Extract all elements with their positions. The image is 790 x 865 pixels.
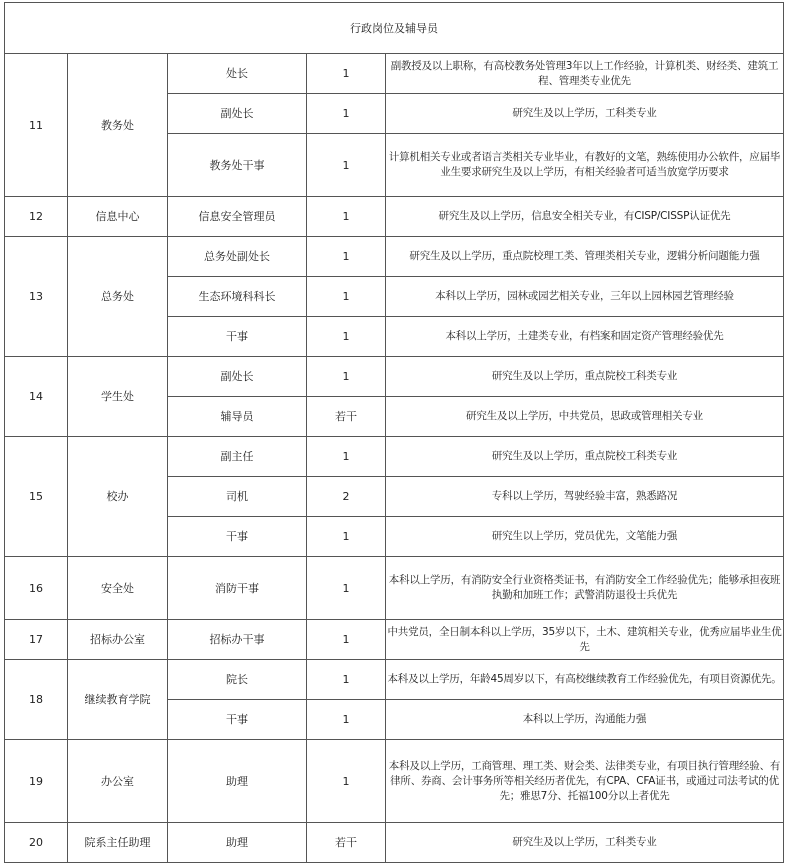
department-name: 院系主任助理 [68,823,168,863]
position-title: 干事 [168,700,307,740]
position-title: 助理 [168,823,307,863]
department-name: 总务处 [68,237,168,357]
table-row [5,823,784,863]
position-count: 1 [307,740,386,823]
position-title: 司机 [168,477,307,517]
department-name: 招标办公室 [68,620,168,660]
group-number: 11 [5,54,68,197]
position-requirements: 副教授及以上职称，有高校教务处管理3年以上工作经验，计算机类、财经类、建筑工程、管理类专业优先 [386,54,784,94]
position-count: 1 [307,517,386,557]
position-count: 1 [307,237,386,277]
group-number: 20 [5,823,68,863]
position-requirements: 研究生及以上学历，重点院校工科类专业 [386,357,784,397]
group-number: 13 [5,237,68,357]
position-title: 处长 [168,54,307,94]
group-number: 17 [5,620,68,660]
group-number: 15 [5,437,68,557]
position-count: 1 [307,357,386,397]
position-title: 招标办干事 [168,620,307,660]
group-number: 18 [5,660,68,740]
department-name: 办公室 [68,740,168,823]
position-requirements: 研究生及以上学历，信息安全相关专业，有CISP/CISSP认证优先 [386,197,784,237]
department-name: 信息中心 [68,197,168,237]
table-row [5,557,784,620]
position-count: 1 [307,660,386,700]
table-row [5,437,784,477]
position-requirements: 研究生及以上学历，重点院校理工类、管理类相关专业，逻辑分析问题能力强 [386,237,784,277]
position-requirements: 本科以上学历，有消防安全行业资格类证书，有消防安全工作经验优先；能够承担夜班执勤和加班工作；武警消防退役士兵优先 [386,557,784,620]
position-title: 干事 [168,317,307,357]
table-row [5,237,784,277]
position-count: 若干 [307,823,386,863]
department-name: 校办 [68,437,168,557]
department-name: 安全处 [68,557,168,620]
position-count: 若干 [307,397,386,437]
table-row [5,620,784,660]
position-requirements: 研究生及以上学历，工科类专业 [386,94,784,134]
position-title: 生态环境科科长 [168,277,307,317]
group-number: 12 [5,197,68,237]
position-count: 1 [307,700,386,740]
position-title: 副处长 [168,357,307,397]
header-row [5,3,784,54]
position-count: 1 [307,197,386,237]
position-count: 1 [307,437,386,477]
department-name: 教务处 [68,54,168,197]
group-number: 19 [5,740,68,823]
department-name: 学生处 [68,357,168,437]
position-count: 1 [307,134,386,197]
position-requirements: 研究生以上学历，党员优先，文笔能力强 [386,517,784,557]
position-count: 1 [307,317,386,357]
position-count: 1 [307,277,386,317]
position-title: 院长 [168,660,307,700]
group-number: 14 [5,357,68,437]
position-requirements: 本科以上学历，园林或园艺相关专业，三年以上园林园艺管理经验 [386,277,784,317]
position-title: 干事 [168,517,307,557]
table-row [5,660,784,700]
table-row [5,740,784,823]
table-row [5,197,784,237]
department-name: 继续教育学院 [68,660,168,740]
position-count: 2 [307,477,386,517]
table-body [5,3,784,863]
position-requirements: 本科以上学历，土建类专业，有档案和固定资产管理经验优先 [386,317,784,357]
position-count: 1 [307,620,386,660]
position-title: 助理 [168,740,307,823]
position-requirements: 本科及以上学历，工商管理、理工类、财会类、法律类专业，有项目执行管理经验、有律所、券商、会计事务所等相关经历者优先，有CPA、CFA证书，或通过司法考试的优先；雅思7分、托福100分以上者优先 [386,740,784,823]
table-row [5,357,784,397]
position-title: 教务处干事 [168,134,307,197]
position-title: 消防干事 [168,557,307,620]
position-requirements: 本科及以上学历，年龄45周岁以下，有高校继续教育工作经验优先，有项目资源优先。 [386,660,784,700]
position-requirements: 研究生及以上学历，中共党员，思政或管理相关专业 [386,397,784,437]
group-number: 16 [5,557,68,620]
position-title: 总务处副处长 [168,237,307,277]
position-count: 1 [307,54,386,94]
position-title: 副处长 [168,94,307,134]
position-requirements: 专科以上学历，驾驶经验丰富，熟悉路况 [386,477,784,517]
position-title: 信息安全管理员 [168,197,307,237]
position-count: 1 [307,557,386,620]
position-requirements: 计算机相关专业或者语言类相关专业毕业，有教好的文笔，熟练使用办公软件，应届毕业生要求研究生及以上学历，有相关经验者可适当放宽学历要求 [386,134,784,197]
position-requirements: 本科以上学历，沟通能力强 [386,700,784,740]
recruitment-table [4,2,784,863]
position-title: 副主任 [168,437,307,477]
position-requirements: 研究生及以上学历，工科类专业 [386,823,784,863]
table-row [5,54,784,94]
position-count: 1 [307,94,386,134]
position-requirements: 中共党员，全日制本科以上学历，35岁以下，土木、建筑相关专业，优秀应届毕业生优先 [386,620,784,660]
position-title: 辅导员 [168,397,307,437]
table-header: 行政岗位及辅导员 [5,3,784,54]
position-requirements: 研究生及以上学历，重点院校工科类专业 [386,437,784,477]
